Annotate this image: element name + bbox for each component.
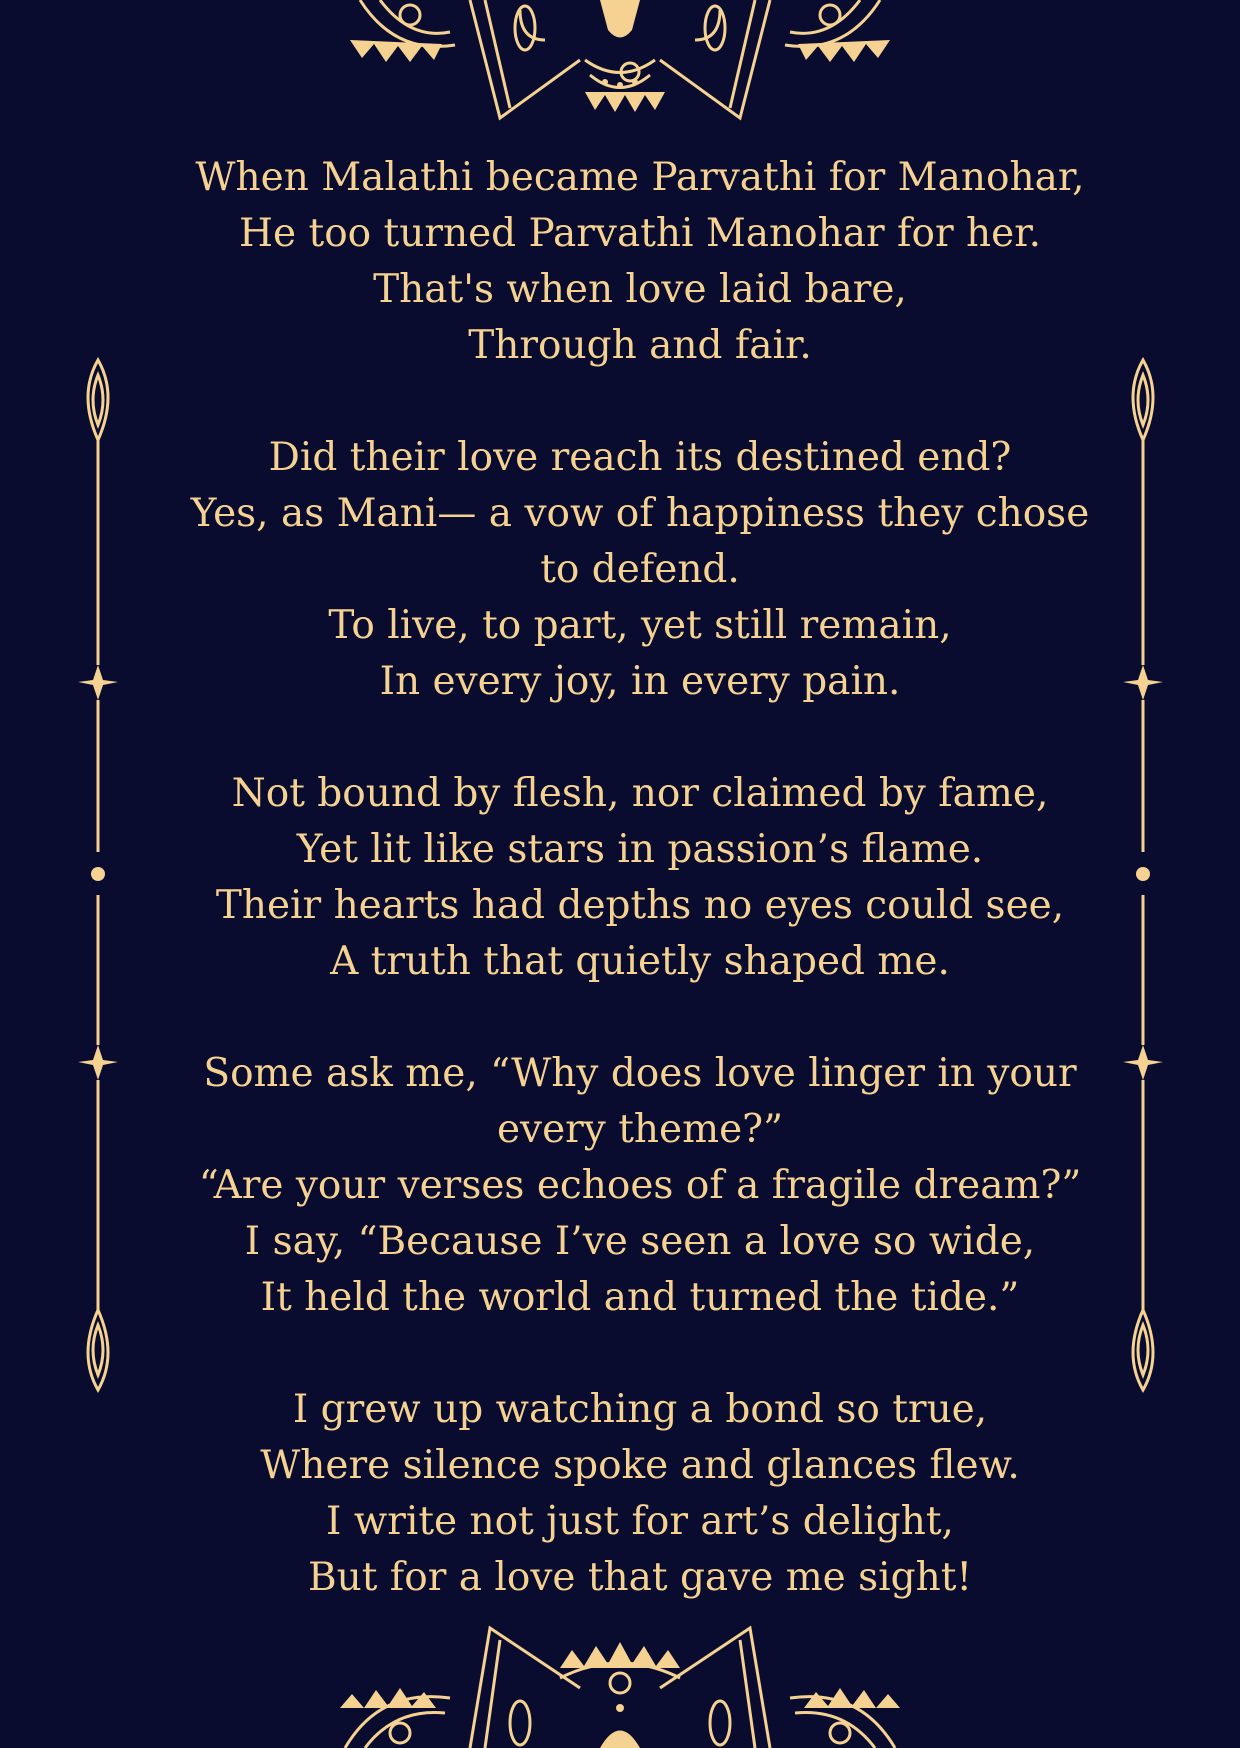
poem-line: Yet lit like stars in passion’s flame. xyxy=(296,827,984,872)
poem-stanza-4 xyxy=(170,1046,1110,1326)
left-side-ornament xyxy=(73,355,123,1395)
bottom-mandala-ornament xyxy=(0,1618,1240,1748)
poem-line: Not bound by flesh, nor claimed by fame, xyxy=(231,771,1049,816)
poem-stanza-1 xyxy=(170,150,1110,374)
poem-line: Their hearts had depths no eyes could see, xyxy=(215,883,1065,928)
poem-line: When Malathi became Parvathi for Manohar, xyxy=(195,155,1085,200)
poem-line: Did their love reach its destined end? xyxy=(268,435,1012,480)
poem-stanza-2 xyxy=(170,430,1110,710)
poem-line: Some ask me, “Why does love linger in your every theme?” xyxy=(203,1051,1077,1152)
poem-stanza-5 xyxy=(170,1382,1110,1606)
poem-line: He too turned Parvathi Manohar for her. xyxy=(239,211,1041,256)
poem-line: Through and fair. xyxy=(468,323,812,368)
poem-line: That's when love laid bare, xyxy=(373,267,907,312)
poem-line: A truth that quietly shaped me. xyxy=(330,939,950,984)
poem-body xyxy=(170,150,1110,1606)
poem-line: To live, to part, yet still remain, xyxy=(328,603,952,648)
poem-line: Where silence spoke and glances flew. xyxy=(260,1443,1020,1488)
right-side-ornament xyxy=(1118,355,1168,1395)
top-mandala-ornament xyxy=(0,0,1240,130)
poem-stanza-3 xyxy=(170,766,1110,990)
poem-line: It held the world and turned the tide.” xyxy=(260,1275,1020,1320)
poem-line: I write not just for art’s delight, xyxy=(326,1499,954,1544)
poem-line: “Are your verses echoes of a fragile dream?” xyxy=(198,1163,1082,1208)
poem-line: I grew up watching a bond so true, xyxy=(292,1387,988,1432)
poem-line: But for a love that gave me sight! xyxy=(307,1555,973,1600)
poem-line: In every joy, in every pain. xyxy=(379,659,901,704)
poem-line: I say, “Because I’ve seen a love so wide, xyxy=(244,1219,1036,1264)
poem-line: Yes, as Mani— a vow of happiness they chose to defend. xyxy=(190,491,1090,592)
